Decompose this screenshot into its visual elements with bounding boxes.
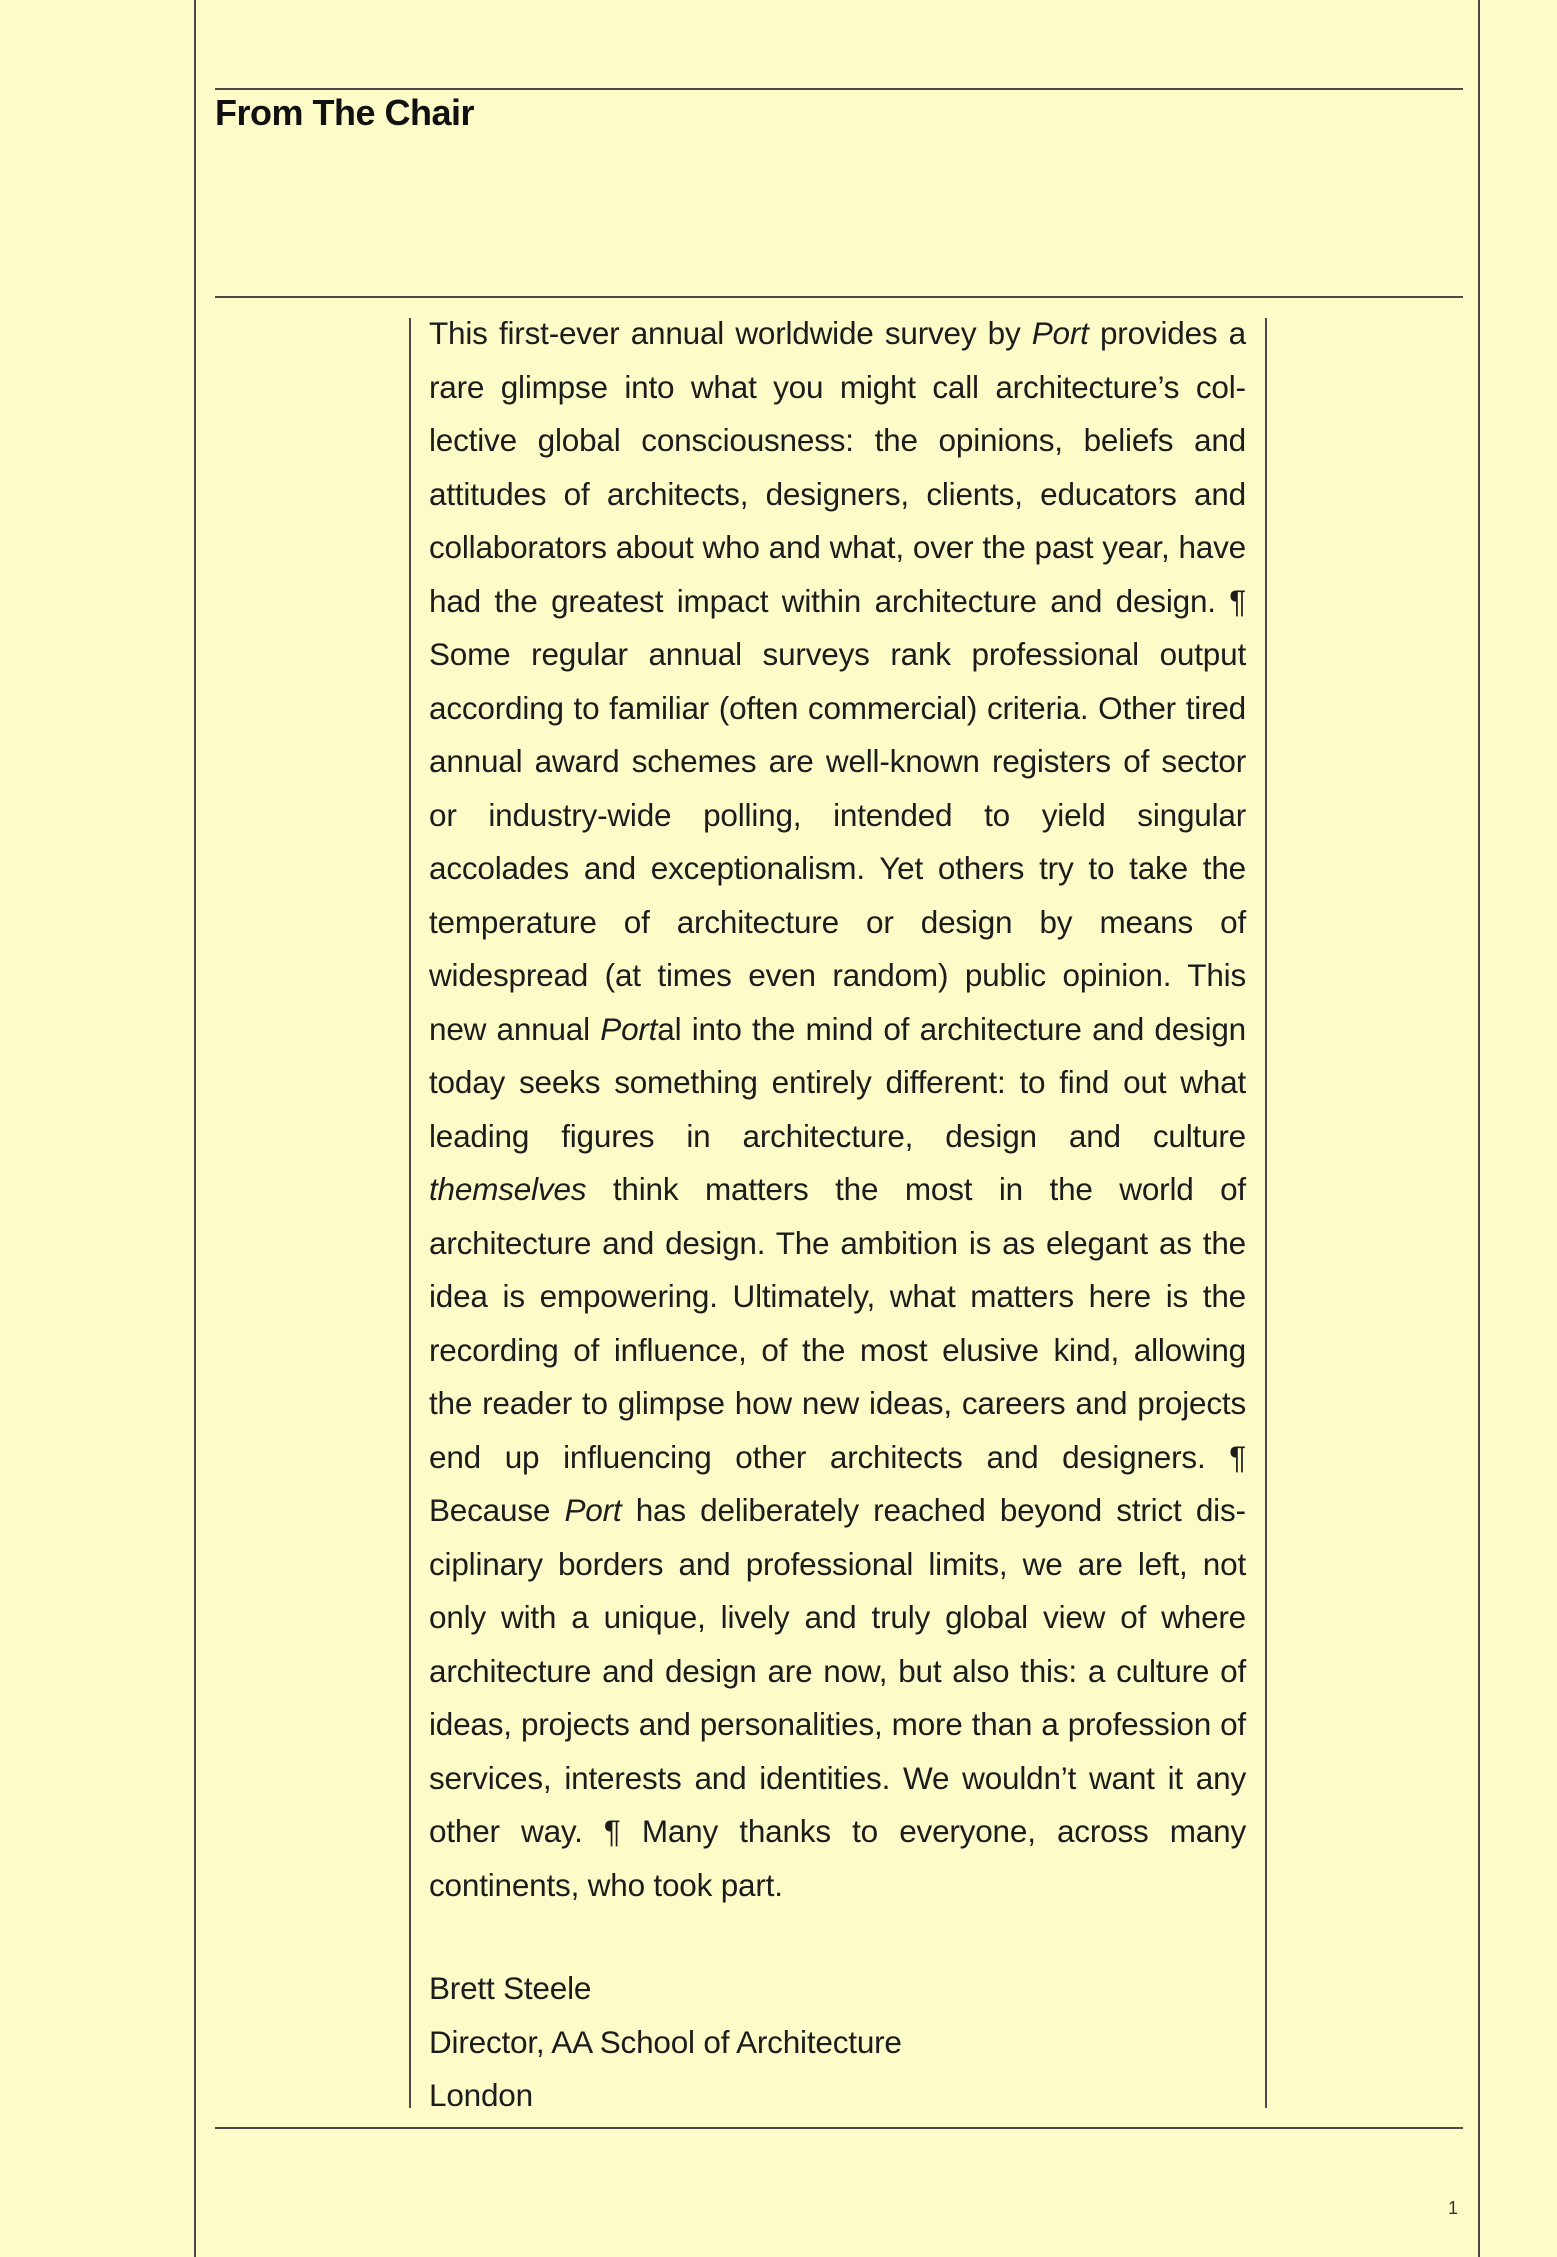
page-title: From The Chair: [215, 92, 475, 133]
left-margin-rule: [194, 0, 196, 2257]
journal-name: Port: [1031, 315, 1089, 351]
heading-bottom-rule: [215, 296, 1463, 298]
signature-block: [429, 1962, 1246, 2123]
journal-name: Port: [600, 1010, 658, 1047]
right-margin-rule: [1478, 0, 1480, 2257]
text-column-left-rule: [409, 318, 411, 2108]
signature-title: Director, AA School of Architecture: [429, 2023, 902, 2060]
page-number: 1: [1448, 2198, 1459, 2218]
body-paragraph: [429, 307, 1246, 1912]
journal-name: Port: [564, 1492, 622, 1528]
signature-name: Brett Steele: [429, 1970, 592, 2006]
top-rule: [215, 88, 1463, 90]
body-text-segment: provides a rare glimpse into what you might call architecture’s collective global consciousness: the opinions, beliefs and attitudes of architects, designers, clients, educators and collaborators about who and what, over the past year, have had the greatest impact within architecture and design. ¶ Some regular annual surveys rank professional output according to familiar (often commercial) criteria. Other tired annual award schemes are well-known registers of sector or industry-wide polling, intended to yield singular accolades and exceptionalism. Yet others try to take the temperature of architecture or design by means of widespread (at times even random) public opinion. This new annual: [429, 315, 1246, 1047]
body-text-segment: think matters the most in the world of architecture and design. The ambition is as elegant as the idea is empowering. Ultimately, what matters here is the recording of influence, of the most elusive kind, allowing the reader to glimpse how new ideas, careers and projects end up influencing other architects and designers. ¶ Because: [429, 1171, 1246, 1528]
text-column-right-rule: [1265, 318, 1267, 2108]
signature-city: London: [429, 2077, 533, 2113]
body-text-segment: This first-ever annual worldwide survey by: [429, 315, 1032, 351]
bottom-rule: [215, 2127, 1463, 2129]
body-text-segment: has deliberately reached beyond strict disciplinary borders and professional limits, we are left, not only with a unique, lively and truly global view of where architecture and design are now, but also this: a culture of ideas, projects and personalities, more than a profession of services, interests and identities. We wouldn’t want it any other way. ¶ Many thanks to everyone, across many continents, who took part.: [429, 1492, 1246, 1903]
body-text-segment: al into the mind of architecture and design today seeks something entirely different: to find out what leading figures in architecture, design and culture: [429, 1010, 1247, 1154]
emphasis-word: themselves: [429, 1171, 587, 1207]
